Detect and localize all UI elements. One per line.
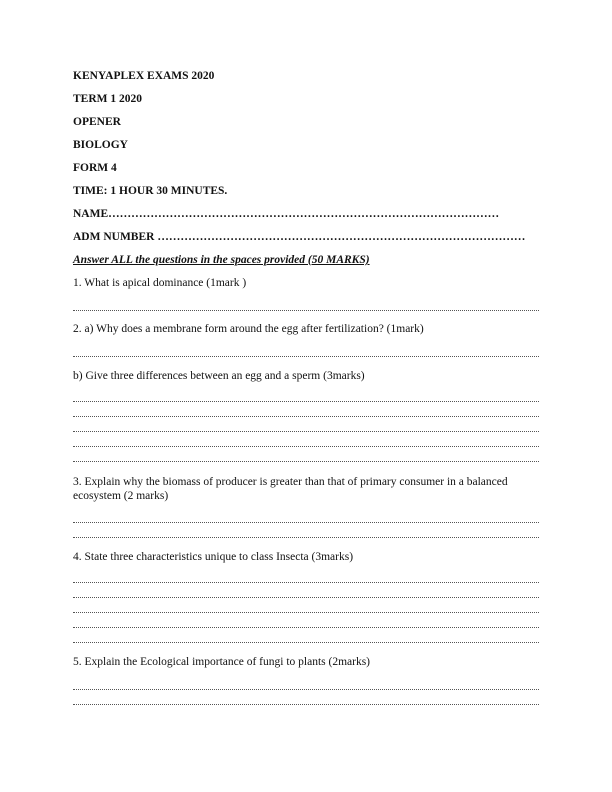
question-text: 4. State three characteristics unique to class Insecta (3marks) — [73, 551, 354, 563]
answer-line[interactable] — [73, 582, 539, 583]
answer-line[interactable] — [73, 522, 539, 523]
answer-line[interactable] — [73, 689, 539, 690]
answer-line[interactable] — [73, 612, 539, 613]
answer-line[interactable] — [73, 597, 539, 598]
question-text: 2. a) Why does a membrane form around the egg after fertilization? (1mark) — [73, 323, 424, 335]
exam-term: TERM 1 2020 — [73, 93, 142, 105]
answer-line[interactable] — [73, 401, 539, 402]
answer-line[interactable] — [73, 627, 539, 628]
name-field[interactable]: NAME………………………………………………………………………………………… — [73, 208, 500, 220]
instructions: Answer ALL the questions in the spaces provided (50 MARKS) — [73, 254, 370, 266]
exam-type: OPENER — [73, 116, 121, 128]
question-text: 1. What is apical dominance (1mark ) — [73, 277, 247, 289]
exam-form: FORM 4 — [73, 162, 117, 174]
exam-provider: KENYAPLEX EXAMS 2020 — [73, 70, 215, 82]
answer-line[interactable] — [73, 356, 539, 357]
answer-line[interactable] — [73, 704, 539, 705]
answer-line[interactable] — [73, 537, 539, 538]
answer-line[interactable] — [73, 461, 539, 462]
adm-number-field[interactable]: ADM NUMBER …………………………………………………………………………………… — [73, 231, 526, 243]
answer-line[interactable] — [73, 416, 539, 417]
question-text: b) Give three differences between an egg and a sperm (3marks) — [73, 370, 365, 382]
exam-subject: BIOLOGY — [73, 139, 128, 151]
exam-time: TIME: 1 HOUR 30 MINUTES. — [73, 185, 228, 197]
answer-line[interactable] — [73, 310, 539, 311]
answer-line[interactable] — [73, 446, 539, 447]
answer-line[interactable] — [73, 642, 539, 643]
answer-line[interactable] — [73, 431, 539, 432]
question-text: 5. Explain the Ecological importance of fungi to plants (2marks) — [73, 656, 371, 668]
question-text: 3. Explain why the biomass of producer is greater than that of primary consumer in a balanced ecosystem (2 marks) — [73, 476, 508, 502]
